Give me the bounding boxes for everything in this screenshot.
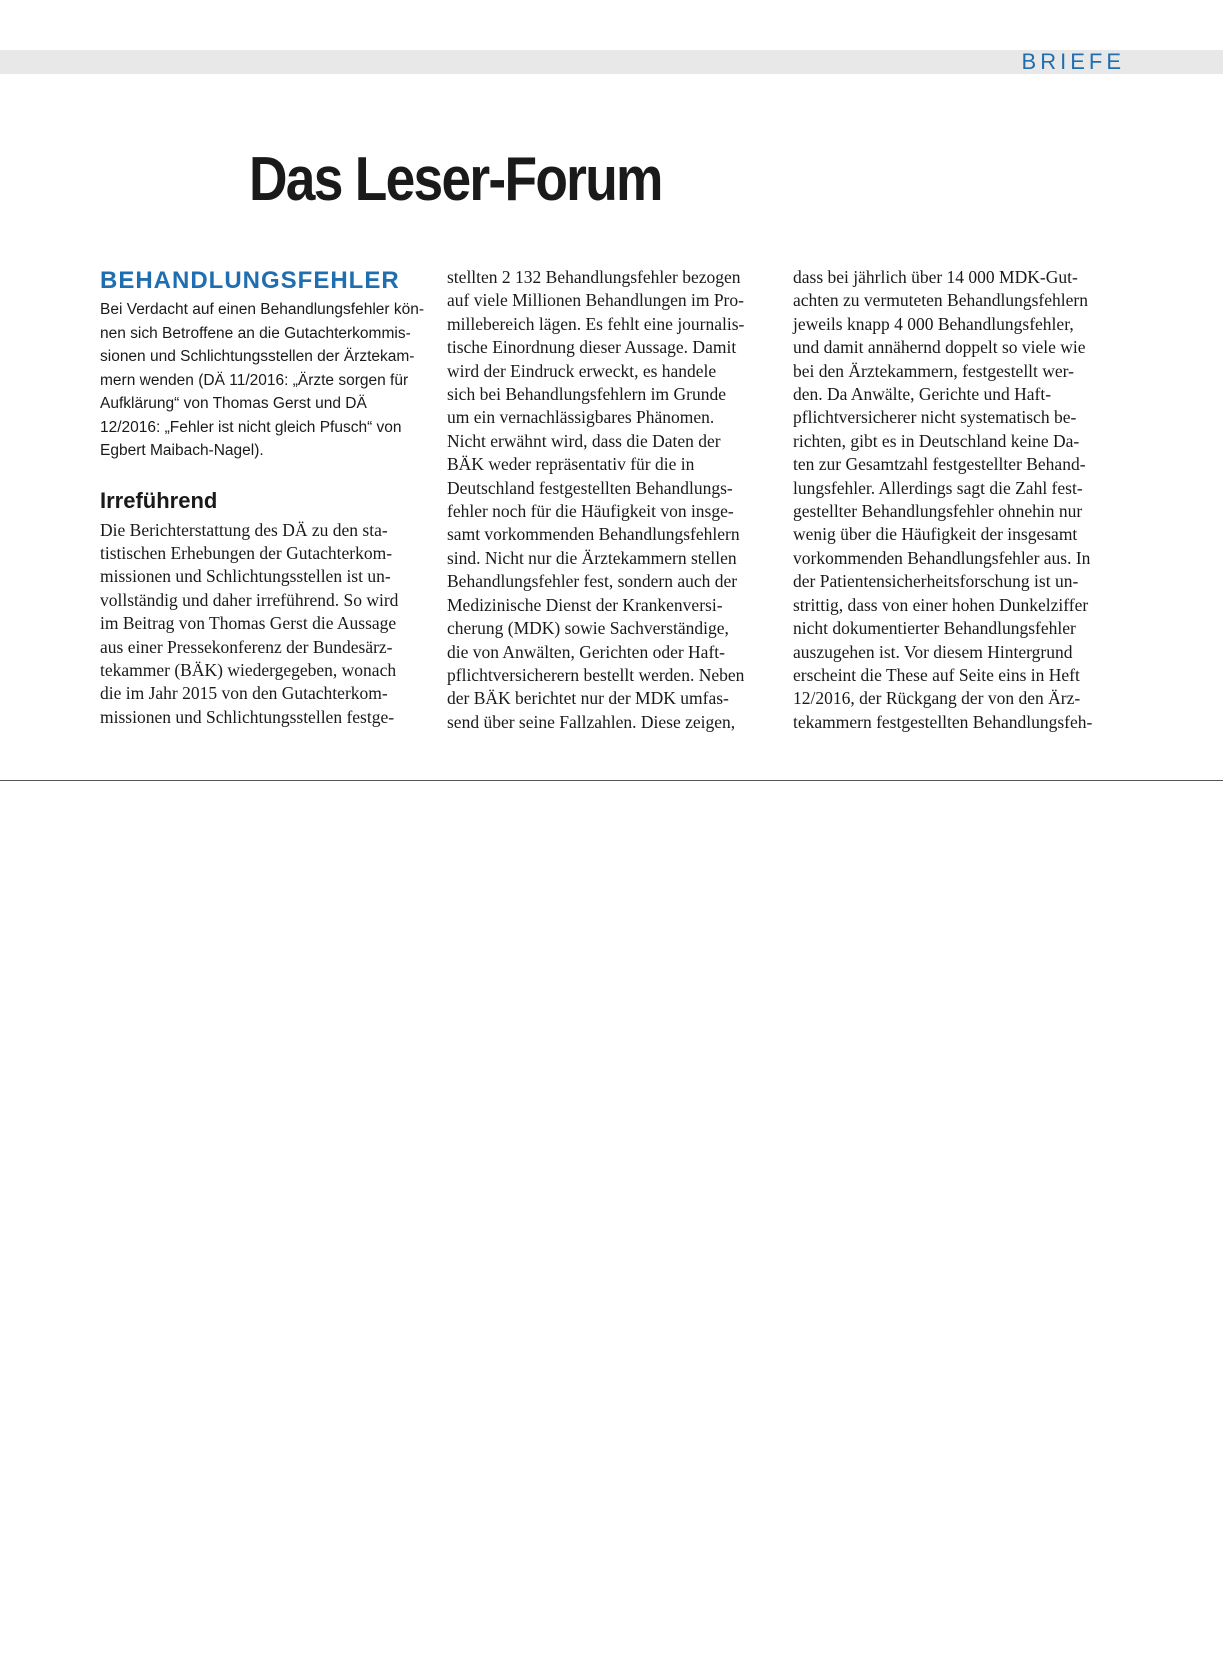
body-line: die im Jahr 2015 von den Gutachterkom- [100, 683, 388, 704]
body-line: pflichtversicherern bestellt werden. Neben [447, 664, 745, 685]
column-1 [100, 266, 430, 729]
body-line: wenig über die Häufigkeit der insgesamt [793, 524, 1078, 545]
body-line: wird der Eindruck erweckt, es handele [447, 360, 717, 381]
body-line: im Beitrag von Thomas Gerst die Aussage [100, 613, 397, 634]
body-line: achten zu vermuteten Behandlungsfehlern [793, 290, 1088, 311]
body-line: samt vorkommenden Behandlungsfehlern [447, 524, 740, 545]
body-line: bei den Ärztekammern, festgestellt wer- [793, 360, 1074, 381]
intro-line: nen sich Betroffene an die Gutachterkommis- [100, 324, 411, 342]
body-line: tekammern festgestellten Behandlungsfeh- [793, 711, 1093, 732]
body-line: lungsfehler. Allerdings sagt die Zahl fest- [793, 477, 1083, 498]
body-line: Behandlungsfehler fest, sondern auch der [447, 571, 738, 592]
body-line: fehler noch für die Häufigkeit von insge- [447, 501, 734, 522]
body-line: nicht dokumentierter Behandlungsfehler [793, 618, 1076, 639]
bottom-rule [0, 780, 1223, 781]
body-line: sind. Nicht nur die Ärztekammern stellen [447, 547, 737, 568]
body-line: tekammer (BÄK) wiedergegeben, wonach [100, 659, 397, 680]
body-line: vollständig und daher irreführend. So wird [100, 589, 399, 610]
article-rubric: BEHANDLUNGSFEHLER [100, 267, 400, 294]
letter-body-column-1 [100, 519, 430, 730]
intro-line: Egbert Maibach-Nagel). [100, 442, 264, 459]
body-line: Nicht erwähnt wird, dass die Daten der [447, 430, 721, 451]
body-line: gestellter Behandlungsfehler ohnehin nur [793, 501, 1083, 522]
intro-line: 12/2016: „Fehler ist nicht gleich Pfusch“ von [100, 418, 402, 436]
body-line: erscheint die These auf Seite eins in Heft [793, 664, 1080, 685]
body-line: Deutschland festgestellten Behandlungs- [447, 477, 733, 498]
body-line: BÄK weder repräsentativ für die in [447, 454, 695, 475]
body-line: vorkommenden Behandlungsfehler aus. In [793, 547, 1091, 568]
intro-line: Bei Verdacht auf einen Behandlungsfehler kön- [100, 301, 425, 318]
column-2 [447, 266, 777, 734]
body-line: missionen und Schlichtungsstellen ist un- [100, 566, 391, 587]
intro-line: Aufklärung“ von Thomas Gerst und DÄ [100, 395, 367, 412]
intro-line: mern wenden (DÄ 11/2016: „Ärzte sorgen für [100, 371, 409, 389]
section-label: BRIEFE [1021, 49, 1125, 74]
body-line: missionen und Schlichtungsstellen festge- [100, 706, 395, 727]
body-line: 12/2016, der Rückgang der von den Ärz- [793, 688, 1081, 709]
body-line: jeweils knapp 4 000 Behandlungsfehler, [793, 313, 1074, 334]
body-line: dass bei jährlich über 14 000 MDK-Gut- [793, 267, 1078, 287]
body-line: pflichtversicherer nicht systematisch be- [793, 407, 1077, 428]
body-line: sich bei Behandlungsfehlern im Grunde [447, 384, 726, 405]
letter-body-column-2 [447, 266, 777, 734]
body-line: ten zur Gesamtzahl festgestellter Behand- [793, 454, 1086, 475]
body-line: den. Da Anwälte, Gerichte und Haft- [793, 384, 1052, 405]
body-line: aus einer Pressekonferenz der Bundesärz- [100, 636, 393, 657]
body-line: tistischen Erhebungen der Gutachterkom- [100, 542, 393, 563]
body-line: Die Berichterstattung des DÄ zu den sta- [100, 519, 388, 540]
body-line: der BÄK berichtet nur der MDK umfas- [447, 688, 729, 709]
page-title: Das Leser-Forum [249, 145, 662, 214]
body-line: und damit annähernd doppelt so viele wie [793, 337, 1086, 358]
body-line: cherung (MDK) sowie Sachverständige, [447, 618, 729, 639]
body-line: um ein vernachlässigbares Phänomen. [447, 407, 715, 428]
article-intro [100, 298, 430, 463]
body-line: strittig, dass von einer hohen Dunkelziffer [793, 594, 1089, 615]
body-line: richten, gibt es in Deutschland keine Da- [793, 430, 1080, 451]
body-line: millebereich lägen. Es fehlt eine journalis- [447, 313, 745, 334]
body-line: auszugehen ist. Vor diesem Hintergrund [793, 641, 1073, 662]
letter-headline: Irreführend [100, 487, 218, 513]
body-line: stellten 2 132 Behandlungsfehler bezogen [447, 267, 741, 287]
body-line: tische Einordnung dieser Aussage. Damit [447, 337, 737, 358]
intro-line: sionen und Schlichtungsstellen der Ärztekam- [100, 348, 415, 365]
body-line: auf viele Millionen Behandlungen im Pro- [447, 290, 744, 311]
letter-body-column-3 [793, 266, 1123, 734]
column-3 [793, 266, 1123, 734]
body-line: die von Anwälten, Gerichten oder Haft- [447, 641, 725, 662]
body-line: Medizinische Dienst der Krankenversi- [447, 594, 723, 615]
body-line: der Patientensicherheitsforschung ist un- [793, 571, 1079, 592]
body-line: send über seine Fallzahlen. Diese zeigen, [447, 711, 736, 732]
